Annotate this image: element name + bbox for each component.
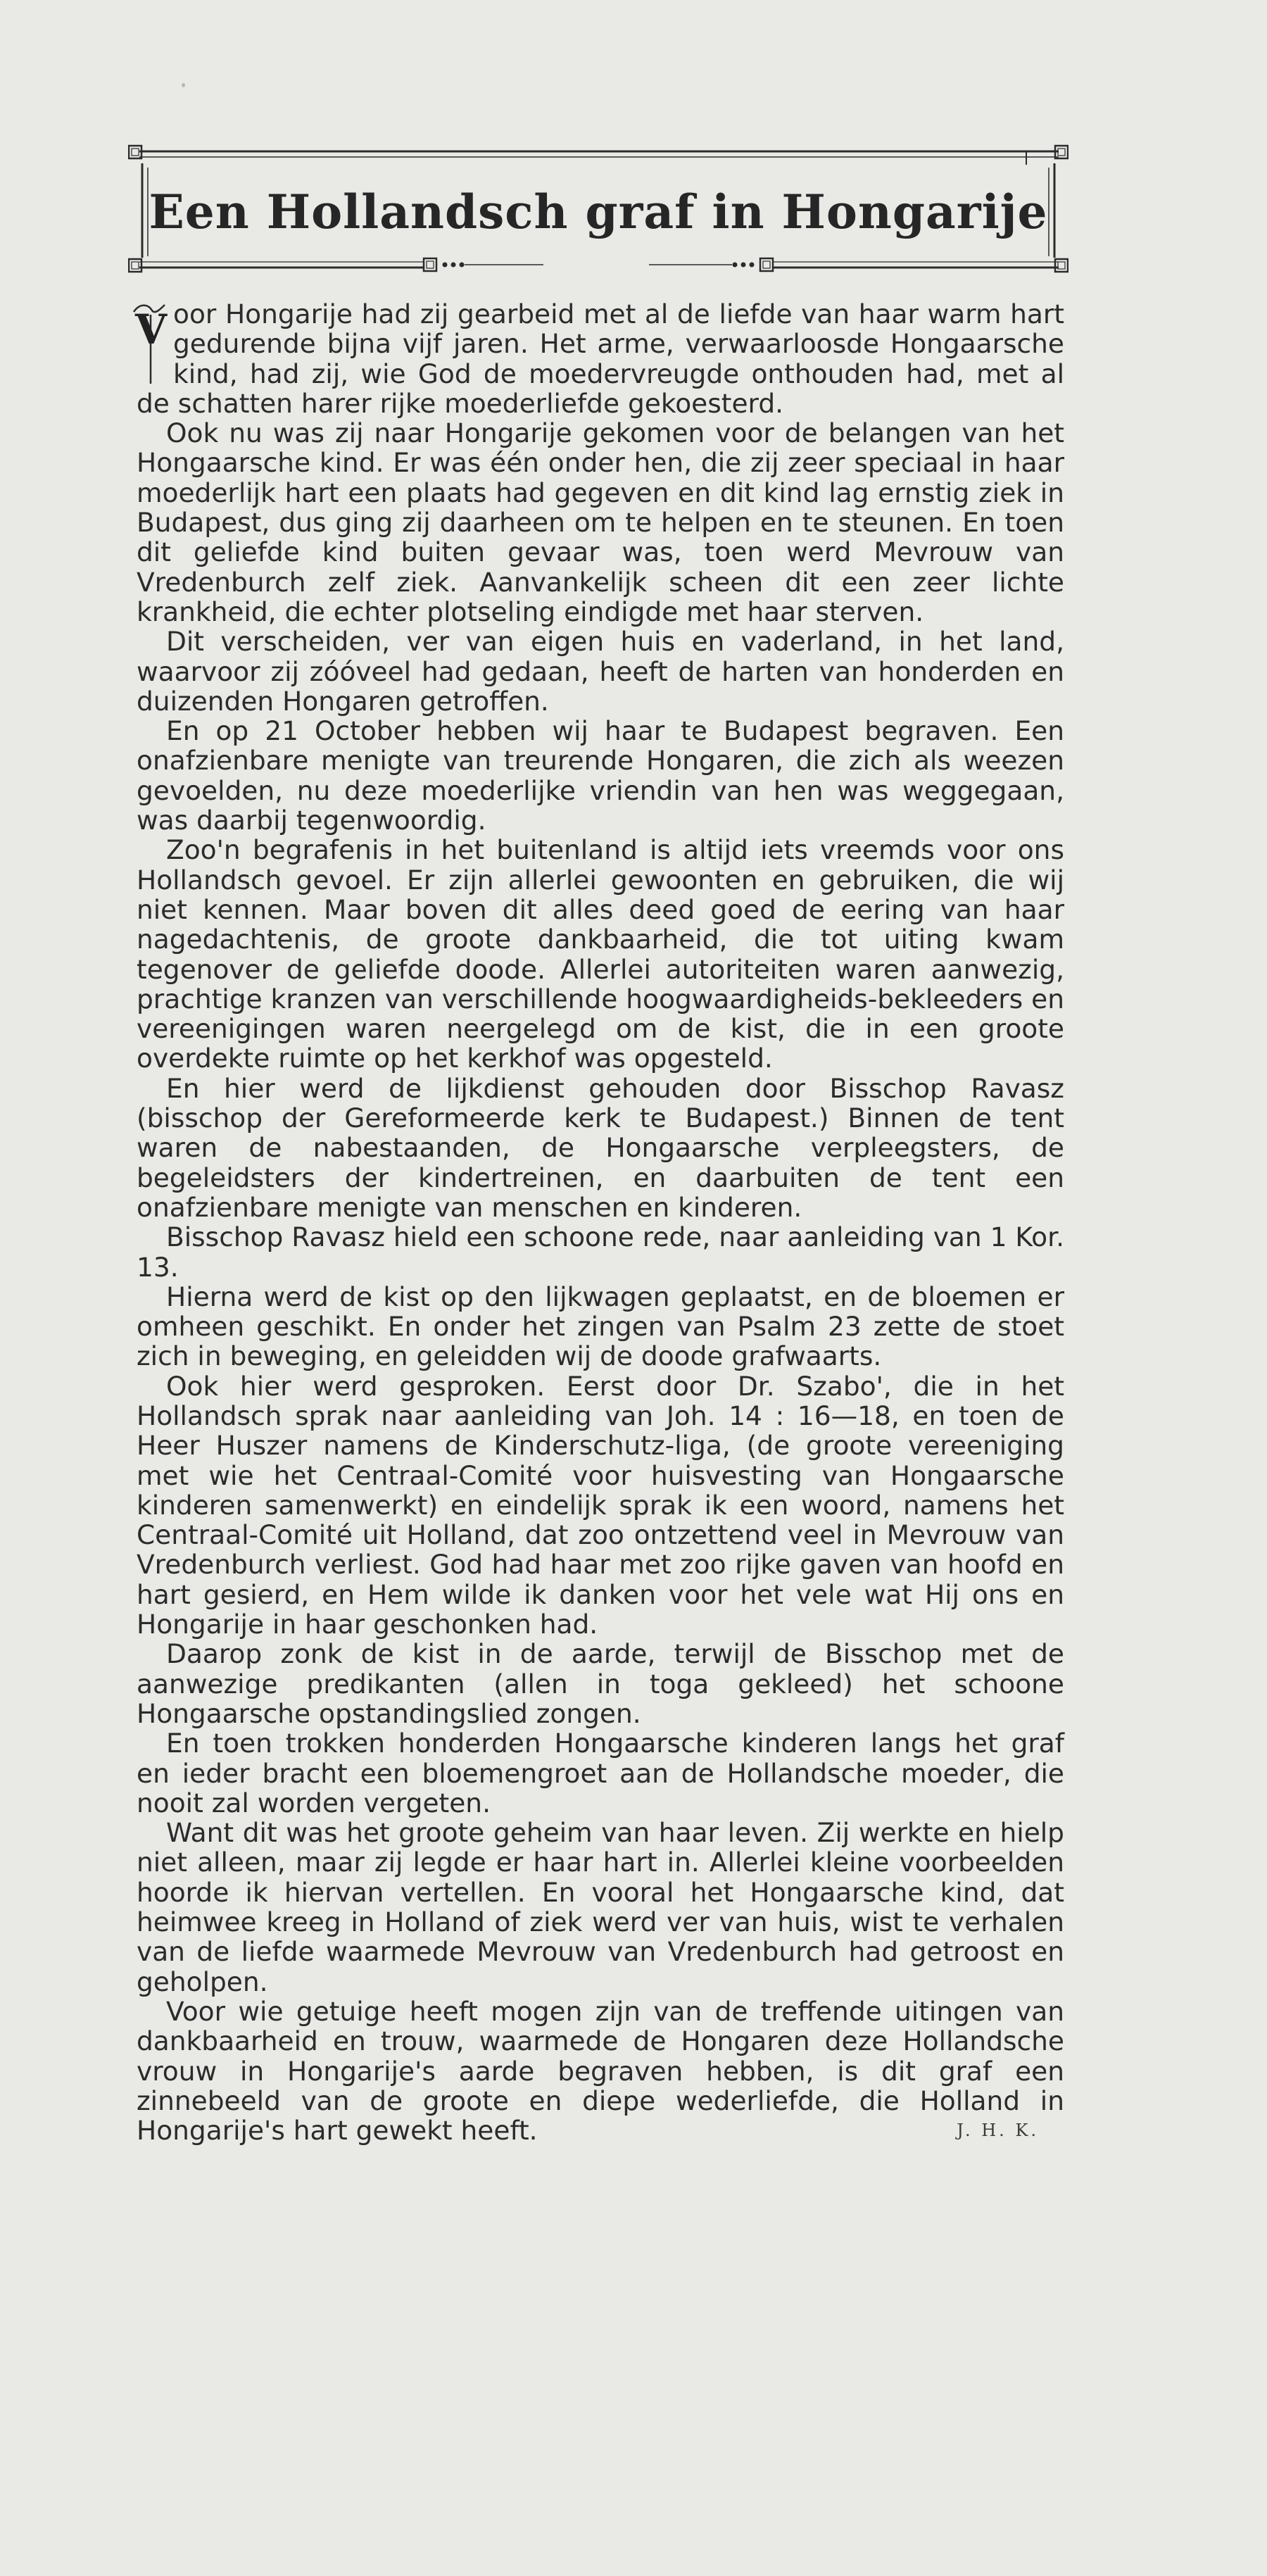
paragraph-2: Ook nu was zij naar Hongarije gekomen voor de belangen van het Hongaarsche kind. Er was één onder hen, die zij zeer speciaal in haar moederlijk hart een plaats had gegeven en dit kind lag ernstig ziek in Budapest, dus ging zij daarheen om te helpen en te steunen. En toen dit geliefde kind buiten gevaar was, toen werd Mevrouw van Vredenburch zelf ziek. Aanvankelijk scheen dit een zeer lichte krankheid, die echter plotseling eindigde met haar sterven. xyxy=(137,417,1064,627)
paragraph-11: En toen trokken honderden Hongaarsche kinderen langs het graf en ieder bracht een bloemengroet aan de Hollandsche moeder, die nooit zal worden vergeten. xyxy=(137,1728,1064,1818)
drop-cap xyxy=(132,299,166,385)
paragraph-12: Want dit was het groote geheim van haar leven. Zij werkte en hielp niet alleen, maar zij legde er haar hart in. Allerlei kleine voorbeelden hoorde ik hiervan vertellen. En vooral het Hongaarsche kind, dat heimwee kreeg in Holland of ziek werd ver van huis, wist te verhalen van de liefde waarmede Mevrouw van Vredenburch had getroost en geholpen. xyxy=(137,1817,1064,1997)
paragraph-10: Daarop zonk de kist in de aarde, terwijl de Bisschop met de aanwezige predikanten (allen in toga gekleed) het schoone Hongaarsche opstandingslied zongen. xyxy=(137,1638,1064,1729)
paragraph-text: oor Hongarije had zij gearbeid met al de liefde van haar warm hart gedurende bijna vijf jaren. Het arme, verwaarloosde Hongaarsche kind, had zij, wie God de moedervreugde onthouden had, met al de schatten harer rijke moederliefde gekoesterd. xyxy=(137,299,1064,419)
author-initials: J. H. K. xyxy=(957,2121,1039,2141)
paragraph-1 xyxy=(137,299,1064,418)
paragraph-3: Dit verscheiden, ver van eigen huis en vaderland, in het land, waarvoor zij zóóveel had gedaan, heeft de harten van honderden en duizenden Hongaren getroffen. xyxy=(137,626,1064,717)
article-title: Een Hollandsch graf in Hongarije xyxy=(149,184,1048,239)
paragraph-7: Bisschop Ravasz hield een schoone rede, naar aanleiding van 1 Kor. 13. xyxy=(137,1221,1064,1283)
paragraph-5: Zoo'n begrafenis in het buitenland is altijd iets vreemds voor ons Hollandsch gevoel. Er zijn allerlei gewoonten en gebruiken, die wij niet kennen. Maar boven dit alles deed goed de eering van haar nagedachtenis, de groote dankbaarheid, die tot uiting kwam tegenover de geliefde doode. Allerlei autoriteiten waren aanwezig, prachtige kranzen van verschillende hoogwaardigheids-bekleeders en vereenigingen waren neergelegd om de kist, die in een groote overdekte ruimte op het kerkhof was opgesteld. xyxy=(137,834,1064,1074)
paragraph-text: Voor wie getuige heeft mogen zijn van de treffende uitingen van dankbaarheid en trouw, waarmede de Hongaren deze Hollandsche vrouw in Hongarije's aarde begraven hebben, is dit graf een zinnebeeld van de groote en diepe wederliefde, die Holland in Hongarije's hart gewekt heeft. xyxy=(137,1995,1064,2147)
paragraph-13 xyxy=(137,1997,1064,2145)
paragraph-4: En op 21 October hebben wij haar te Budapest begraven. Een onafzienbare menigte van treurende Hongaren, die zich als weezen gevoelden, nu deze moederlijke vriendin van hen was weggegaan, was daarbij tegenwoordig. xyxy=(137,715,1064,836)
paragraph-8: Hierna werd de kist op den lijkwagen geplaatst, en de bloemen er omheen geschikt. En onder het zingen van Psalm 23 zette de stoet zich in beweging, en geleidden wij de doode grafwaarts. xyxy=(137,1281,1064,1372)
paper-speck xyxy=(182,83,185,87)
paragraph-6: En hier werd de lijkdienst gehouden door Bisschop Ravasz (bisschop der Gereformeerde kerk te Budapest.) Binnen de tent waren de nabestaanden, de Hongaarsche verpleegsters, de begeleidsters der kindertreinen, en daarbuiten de tent een onafzienbare menigte van menschen en kinderen. xyxy=(137,1072,1064,1223)
title-frame xyxy=(128,144,1069,276)
paragraph-9: Ook hier werd gesproken. Eerst door Dr. Szabo', die in het Hollandsch sprak naar aanleiding van Joh. 14 : 16—18, en toen de Heer Huszer namens de Kinderschutz-liga, (de groote vereeniging met wie het Centraal-Comité voor huisvesting van Hongaarsche kinderen samenwerkt) en eindelijk sprak ik een woord, namens het Centraal-Comité uit Holland, dat zoo ontzettend veel in Mevrouw van Vredenburch verliest. God had haar met zoo rijke gaven van hoofd en hart gesierd, en Hem wilde ik danken voor het vele wat Hij ons en Hongarije in haar geschonken had. xyxy=(137,1370,1064,1640)
drop-cap-letter: V xyxy=(135,306,168,353)
article-body xyxy=(137,299,1064,2145)
